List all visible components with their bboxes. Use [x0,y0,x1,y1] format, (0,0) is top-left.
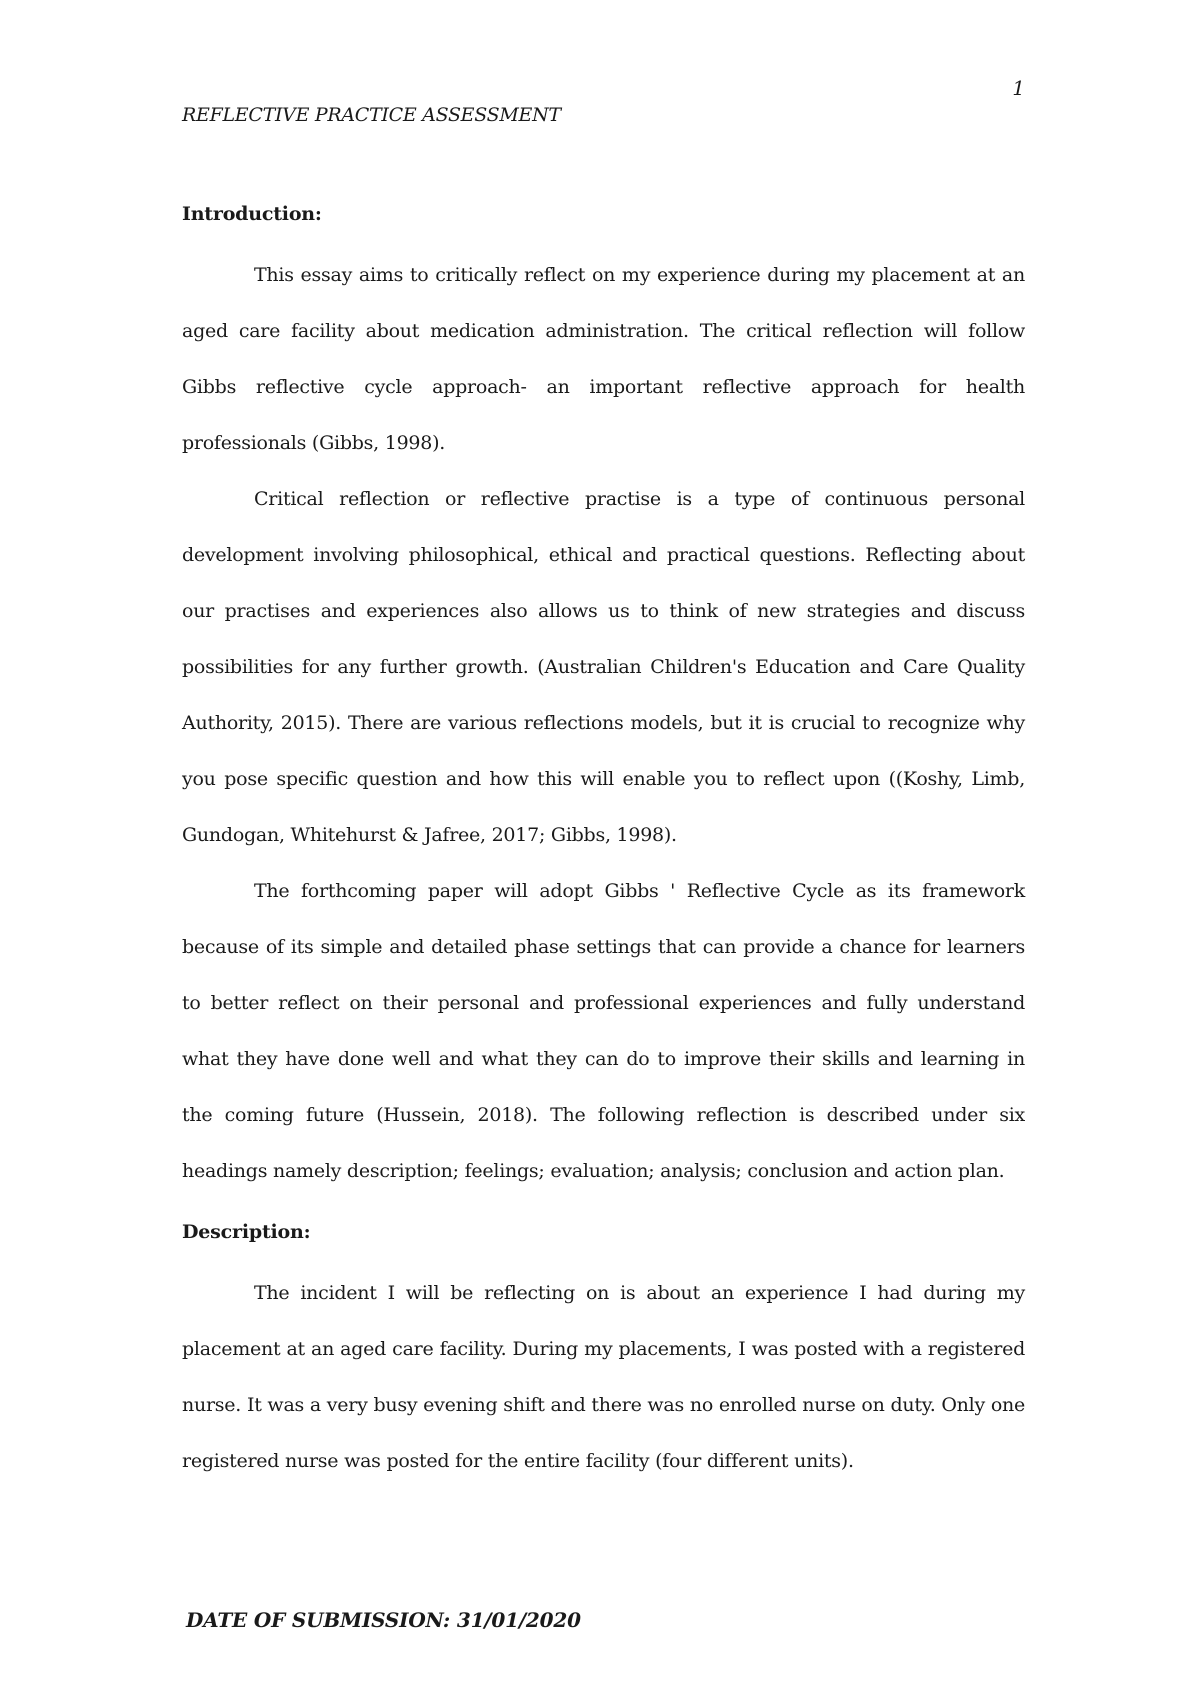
page-number: 1 [1012,76,1025,100]
submission-date-footer: DATE OF SUBMISSION: 31/01/2020 [186,1608,581,1632]
introduction-paragraph-1: This essay aims to critically reflect on my experience during my placement at an aged care facility about medication administration. The critical reflection will follow Gibbs reflective cycle approach- an important reflective approach for health professionals (Gibbs, 1998). [182,264,1025,454]
introduction-paragraph-2: Critical reflection or reflective practise is a type of continuous personal development involving philosophical, ethical and practical questions. Reflecting about our practises and experiences also allows us to think of new strategies and discuss possibilities for any further growth. (Australian Children's Education and Care Quality Authority, 2015). There are various reflections models, but it is crucial to recognize why you pose specific question and how this will enable you to reflect upon ((Koshy, Limb, Gundogan, Whitehurst & Jafree, 2017; Gibbs, 1998). [182,488,1025,846]
introduction-heading: Introduction: [182,203,322,225]
document-body [182,197,1025,1489]
description-heading: Description: [182,1221,311,1243]
introduction-paragraph-3: The forthcoming paper will adopt Gibbs ' Reflective Cycle as its framework because of its simple and detailed phase settings that can provide a chance for learners to better reflect on their personal and professional experiences and fully understand what they have done well and what they can do to improve their skills and learning in the coming future (Hussein, 2018). The following reflection is described under six headings namely description; feelings; evaluation; analysis; conclusion and action plan. [182,880,1025,1182]
running-head: REFLECTIVE PRACTICE ASSESSMENT [182,104,561,126]
description-paragraph-1: The incident I will be reflecting on is about an experience I had during my placement at an aged care facility. During my placements, I was posted with a registered nurse. It was a very busy evening shift and there was no enrolled nurse on duty. Only one registered nurse was posted for the entire facility (four different units). [182,1282,1025,1472]
